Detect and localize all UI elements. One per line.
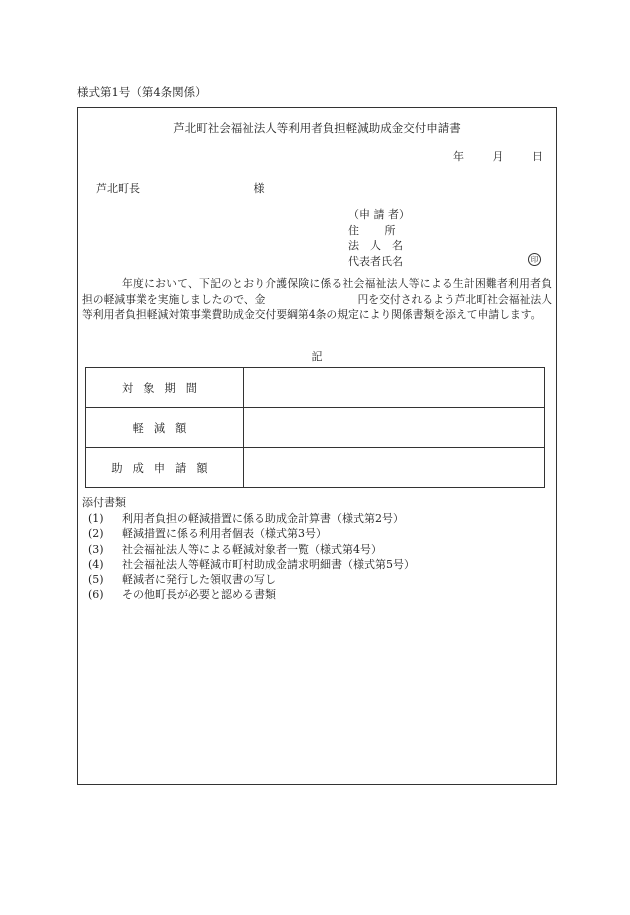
period-label: 対象期間 <box>86 368 244 408</box>
table-row <box>86 408 545 448</box>
list-item <box>88 511 415 526</box>
body-text-start: 年度において、下記のとおり介護保険に係る社会福祉法人等による生計困難者利用者負担の軽減事業を実施しましたので、金 <box>82 277 552 306</box>
attachment-text: その他町長が必要と認める書類 <box>122 588 276 602</box>
attachment-number: (5) <box>88 573 104 587</box>
subsidy-amount-value-cell <box>244 448 545 488</box>
date-month-label: 月 <box>492 150 504 163</box>
applicant-block <box>348 207 410 269</box>
seal-mark: 印 <box>528 253 541 266</box>
body-text-end: 円を交付されるよう芦北町社会福祉法人等利用者負担軽減対策事業費助成金交付要綱第4条の規定により関係書類を添えて申請します。 <box>82 292 552 321</box>
list-item <box>88 557 415 572</box>
ki-heading: 記 <box>311 350 323 363</box>
list-item <box>88 542 415 557</box>
applicant-representative-label: 代表者氏名 <box>348 254 403 268</box>
attachment-number: (4) <box>88 557 104 571</box>
attachments-list <box>88 511 415 603</box>
attachment-number: (6) <box>88 588 104 602</box>
list-item <box>88 526 415 541</box>
table-row <box>86 448 545 488</box>
attachment-text: 軽減措置に係る利用者個表（様式第3号） <box>122 527 327 541</box>
application-body <box>82 276 552 323</box>
period-value-cell <box>244 368 545 408</box>
list-item <box>88 572 415 587</box>
date-year-label: 年 <box>453 150 464 163</box>
applicant-address-label: 住 所 <box>348 223 396 237</box>
attachment-number: (3) <box>88 542 104 556</box>
attachment-number: (2) <box>88 527 104 541</box>
attachments-title: 添付書類 <box>82 496 126 509</box>
items-table <box>85 367 545 488</box>
reduction-amount-label: 軽減額 <box>86 408 244 448</box>
form-frame <box>77 107 557 785</box>
addressee-name: 芦北町長 <box>96 182 140 195</box>
form-title: 芦北町社会福祉法人等利用者負担軽減助成金交付申請書 <box>173 121 461 135</box>
attachment-text: 社会福祉法人等軽減市町村助成金請求明細書（様式第5号） <box>122 557 415 571</box>
subsidy-amount-label: 助成申請額 <box>86 448 244 488</box>
addressee-honorific: 様 <box>253 182 265 195</box>
form-number: 様式第1号（第4条関係） <box>77 85 207 99</box>
addressee <box>96 180 265 196</box>
applicant-corp-name-label: 法 人 名 <box>348 239 403 253</box>
date-day-label: 日 <box>532 150 543 163</box>
attachment-text: 利用者負担の軽減措置に係る助成金計算書（様式第2号） <box>122 512 404 525</box>
applicant-header: （申 請 者） <box>348 208 410 221</box>
list-item <box>88 587 415 602</box>
date-line <box>453 148 543 164</box>
attachment-text: 軽減者に発行した領収書の写し <box>122 573 276 587</box>
table-row <box>86 368 545 408</box>
attachment-number: (1) <box>88 512 104 525</box>
attachment-text: 社会福祉法人等による軽減対象者一覧（様式第4号） <box>122 542 382 556</box>
reduction-amount-value-cell <box>244 408 545 448</box>
